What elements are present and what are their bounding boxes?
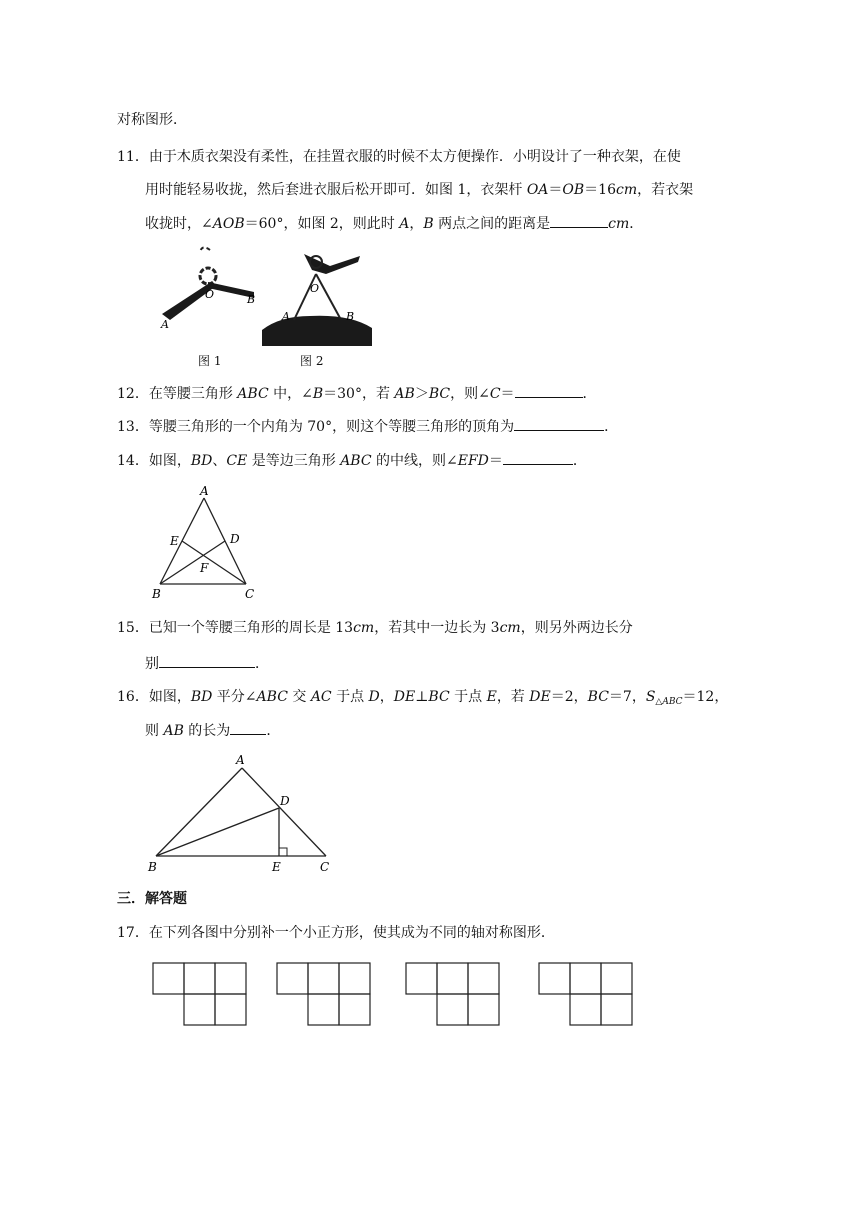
q14-efd: EFD xyxy=(457,453,489,469)
label-f: F xyxy=(200,561,209,575)
right-angle-mark xyxy=(279,848,287,856)
q17-line xyxy=(117,923,555,943)
label-d: D xyxy=(230,532,240,546)
q16-t5: ， xyxy=(379,689,394,705)
q11-answer-blank[interactable] xyxy=(550,213,608,228)
q11-comma: ， xyxy=(409,216,424,232)
q15-line-1 xyxy=(117,618,633,638)
q15-cm1: cm xyxy=(353,620,375,636)
q14-t5: ＝ xyxy=(488,453,503,469)
q15-cm2: cm xyxy=(499,620,521,636)
label-e: E xyxy=(272,860,281,874)
q13-end: ． xyxy=(604,419,619,435)
q16-t4: 于点 xyxy=(331,689,369,705)
q16-s-sub: △ABC xyxy=(655,697,683,707)
q11-text-3d: 两点之间的距离是 xyxy=(433,216,551,232)
q16-t2: 平分∠ xyxy=(212,689,257,705)
q16-t13: 的长为 xyxy=(183,723,231,739)
q15-number: 15． xyxy=(117,620,149,636)
q16-line-2 xyxy=(145,720,280,741)
q16-abc: ABC xyxy=(256,689,288,705)
q16-t7: 于点 xyxy=(449,689,487,705)
q13-line xyxy=(117,416,618,437)
q11-text-3b: ＝60°，如图 2，则此时 xyxy=(244,216,400,232)
q15-t4: 别 xyxy=(145,656,159,672)
q16-ab: AB xyxy=(163,723,184,739)
label-a: A xyxy=(236,753,245,767)
q16-t8: ，若 xyxy=(496,689,530,705)
q10-text-tail: 对称图形． xyxy=(117,112,187,128)
section-3-heading: 三．解答题 xyxy=(117,891,187,907)
q16-answer-blank[interactable] xyxy=(230,720,266,735)
q16-t1: 如图， xyxy=(148,689,191,705)
q16-t9: ＝2， xyxy=(550,689,588,705)
label-c: C xyxy=(245,587,255,601)
q16-bc: BC xyxy=(428,689,450,705)
q14-number: 14． xyxy=(117,453,149,469)
q16-number: 16． xyxy=(117,689,149,705)
q11-end: ． xyxy=(629,216,644,232)
q14-triangle-figure xyxy=(146,484,266,604)
side-ab xyxy=(156,768,242,856)
q16-de2: DE xyxy=(529,689,551,705)
q13-number: 13． xyxy=(117,419,149,435)
hanger-hook xyxy=(200,268,216,284)
q11-ob: OB xyxy=(562,182,585,198)
bisector-bd xyxy=(156,808,279,856)
side-ac xyxy=(242,768,326,856)
q12-bc: BC xyxy=(428,386,451,402)
q14-t3: 是等边三角形 xyxy=(247,453,341,469)
q12-ab: AB xyxy=(394,386,415,402)
q11-unit: cm xyxy=(616,182,638,198)
q13-answer-blank[interactable] xyxy=(514,416,604,431)
q11-number: 11． xyxy=(117,149,149,165)
q14-end: ． xyxy=(572,453,587,469)
q16-t10: ＝7， xyxy=(608,689,646,705)
grid-figure-1[interactable] xyxy=(153,963,246,1025)
q12-b: B xyxy=(312,386,324,402)
q14-ce: CE xyxy=(226,453,248,469)
q13-t1: 等腰三角形的一个内角为 70°，则这个等腰三角形的顶角为 xyxy=(148,419,515,435)
q11-line-1 xyxy=(117,147,681,167)
hook-shape xyxy=(200,247,210,252)
q12-t3: ＝30°，若 xyxy=(323,386,395,402)
q11-figure-2 xyxy=(260,242,372,348)
q15-t2: ，若其中一边长为 3 xyxy=(374,620,500,636)
fig2-label-o: O xyxy=(310,282,320,295)
q14-line xyxy=(117,450,587,471)
q16-end: ． xyxy=(266,723,281,739)
q12-end: ． xyxy=(582,386,597,402)
q12-abc: ABC xyxy=(237,386,269,402)
fig2-label-a: A xyxy=(282,310,290,323)
label-b: B xyxy=(148,860,157,874)
grid-figure-4[interactable] xyxy=(539,963,632,1025)
figure-2-caption: 图 2 xyxy=(300,354,324,368)
q11-eq: ＝ xyxy=(548,182,563,198)
q14-answer-blank[interactable] xyxy=(503,450,573,465)
clothes-shape xyxy=(262,316,372,346)
q11-point-a: A xyxy=(399,216,410,232)
q16-line-1 xyxy=(117,687,728,712)
q11-angle: AOB xyxy=(212,216,245,232)
q16-ac: AC xyxy=(310,689,332,705)
label-c: C xyxy=(320,860,330,874)
q15-t1: 已知一个等腰三角形的周长是 13 xyxy=(148,620,354,636)
q11-answer-unit: cm xyxy=(608,216,630,232)
fig1-label-o: O xyxy=(205,288,215,301)
q12-answer-blank[interactable] xyxy=(515,383,583,398)
fig2-label-b: B xyxy=(346,310,355,323)
q14-abc: ABC xyxy=(340,453,372,469)
q15-line-2 xyxy=(145,653,269,674)
q17-number: 17． xyxy=(117,925,149,941)
q14-t2: 、 xyxy=(212,453,227,469)
q17-t1: 在下列各图中分别补一个小正方形，使其成为不同的轴对称图形． xyxy=(148,925,555,941)
q16-t3: 交 xyxy=(287,689,311,705)
q16-t12: 则 xyxy=(145,723,164,739)
q11-text-1: 由于木质衣架没有柔性，在挂置衣服的时候不太方便操作．小明设计了一种衣架，在使 xyxy=(148,149,681,165)
q16-triangle-figure xyxy=(142,750,342,880)
q16-bd: BD xyxy=(190,689,213,705)
fig1-label-b: B xyxy=(247,293,256,306)
q12-number: 12． xyxy=(117,386,149,402)
q16-t6: ⊥ xyxy=(415,689,429,705)
label-d: D xyxy=(280,794,290,808)
q15-answer-blank[interactable] xyxy=(159,653,255,668)
q11-point-b: B xyxy=(423,216,434,232)
q16-de: DE xyxy=(393,689,416,705)
label-e: E xyxy=(170,534,179,548)
q12-gt: ＞ xyxy=(414,386,429,402)
q14-bd: BD xyxy=(190,453,213,469)
q11-line-2 xyxy=(145,180,693,200)
q16-d: D xyxy=(368,689,380,705)
q14-t1: 如图， xyxy=(148,453,191,469)
q17-grid-figures xyxy=(150,960,650,1030)
q16-e: E xyxy=(486,689,497,705)
grid-figure-3[interactable] xyxy=(406,963,499,1025)
q12-c: C xyxy=(489,386,501,402)
q14-t4: 的中线，则∠ xyxy=(371,453,458,469)
hanger-rod-oa xyxy=(294,274,316,320)
label-b: B xyxy=(152,587,161,601)
figure-1-caption: 图 1 xyxy=(198,354,222,368)
q16-bc2: BC xyxy=(587,689,609,705)
q11-len: ＝16 xyxy=(584,182,616,198)
grid-figure-2[interactable] xyxy=(277,963,370,1025)
q12-t5: ＝ xyxy=(500,386,515,402)
q15-end: ． xyxy=(255,656,269,672)
q11-text-2b: ，若衣架 xyxy=(637,182,694,198)
q11-text-3a: 收拢时，∠ xyxy=(145,216,213,232)
q16-s: S xyxy=(645,689,656,705)
fig1-label-a: A xyxy=(161,318,169,331)
q11-text-2a: 用时能轻易收拢，然后套进衣服后松开即可．如图 1，衣架杆 xyxy=(145,182,527,198)
q12-t1: 在等腰三角形 xyxy=(148,386,238,402)
q16-t11: ＝12， xyxy=(682,689,729,705)
q11-figure-1 xyxy=(150,240,270,340)
label-a: A xyxy=(200,484,209,498)
q12-t2: 中，∠ xyxy=(268,386,313,402)
q15-t3: ，则另外两边长分 xyxy=(520,620,633,636)
q11-oa: OA xyxy=(526,182,549,198)
hanger-rod-ob xyxy=(316,274,340,318)
q12-t4: ，则∠ xyxy=(450,386,490,402)
q12-line xyxy=(117,383,597,404)
q11-line-3 xyxy=(145,213,643,234)
